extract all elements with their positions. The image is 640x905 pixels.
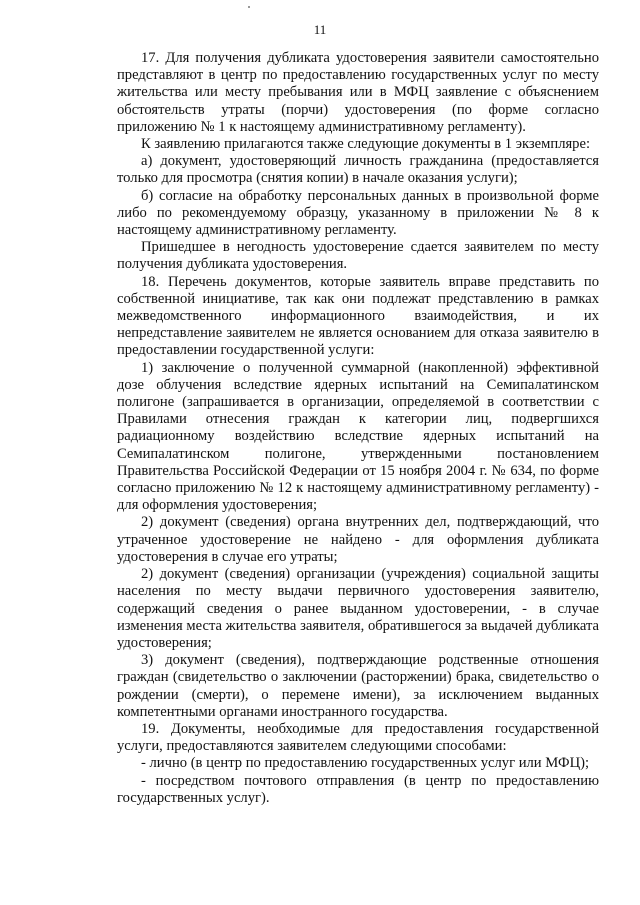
paragraph-item-a: а) документ, удостоверяющий личность гражданина (предоставляется только для просмотра (снятия копии) в начале оказания услуги); xyxy=(117,153,599,187)
paragraph-19-in-person: - лично (в центр по предоставлению государственных услуг или МФЦ); xyxy=(141,755,590,772)
paragraph-18-item-2a: 2) документ (сведения) органа внутренних дел, подтверждающий, что утраченное удостоверение не найдено - для оформления дубликата удостоверения в случае его утраты; xyxy=(117,514,599,565)
paragraph-18-item-3: 3) документ (сведения), подтверждающие родственные отношения граждан (свидетельство о заключении (расторжении) брака, свидетельство о рождении (смерти), о перемене имени), за исключением выданных компетентными органами иностранного государства. xyxy=(117,652,599,720)
paragraph-18-intro: 18. Перечень документов, которые заявитель вправе представить по собственной инициативе, так как они подлежат представлению в рамках межведомственного информационного взаимодействия, и их непредставление заявителем не является основанием для отказа заявителю в предоставлении государственной услуги: xyxy=(117,273,599,359)
paragraph-damaged-certificate: Пришедшее в негодность удостоверение сдается заявителем по месту получения дубликата удостоверения. xyxy=(117,239,599,273)
page-number: 11 xyxy=(313,22,327,37)
paragraph-item-b: б) согласие на обработку персональных данных в произвольной форме либо по рекомендуемому образцу, указанному в приложении № 8 к настоящему административному регламенту. xyxy=(117,187,599,239)
paragraph-19-by-mail: - посредством почтового отправления (в центр по предоставлению государственных услуг). xyxy=(117,772,599,806)
paragraph-attachments-intro: К заявлению прилагаются также следующие документы в 1 экземпляре: xyxy=(141,136,591,153)
paragraph-18-item-2b: 2) документ (сведения) организации (учреждения) социальной защиты населения по месту выдачи первичного удостоверения заявителю, содержащий сведения о ранее выданном удостоверении, - в случае изменения места жительства заявителя, обратившегося за выдачей дубликата удостоверения; xyxy=(117,566,599,651)
scan-speck xyxy=(248,6,250,8)
paragraph-18-item-1: 1) заключение о полученной суммарной (накопленной) эффективной дозе облучения вследствие ядерных испытаний на Семипалатинском полигоне (запрашивается в организации, определяемой в соответствии с Правилами отнесения граждан к категории лиц, подвергшихся радиационному воздействию вследствие ядерных испытаний на Семипалатинском полигоне, утвержденными постановлением Правительства Российской Федерации от 15 ноября 2004 г. № 634, по форме согласно приложению № 12 к настоящему административному регламенту) - для оформления удостоверения; xyxy=(117,359,599,514)
document-body xyxy=(117,50,599,807)
paragraph-17-intro: 17. Для получения дубликата удостоверения заявители самостоятельно представляют в центр по предоставлению государственных услуг по месту жительства или месту пребывания или в МФЦ заявление с объяснением обстоятельств утраты (порчи) удостоверения (по форме согласно приложению № 1 к настоящему административному регламенту). xyxy=(117,50,599,135)
paragraph-19-intro: 19. Документы, необходимые для предоставления государственной услуги, предоставляются заявителем следующими способами: xyxy=(117,720,599,755)
